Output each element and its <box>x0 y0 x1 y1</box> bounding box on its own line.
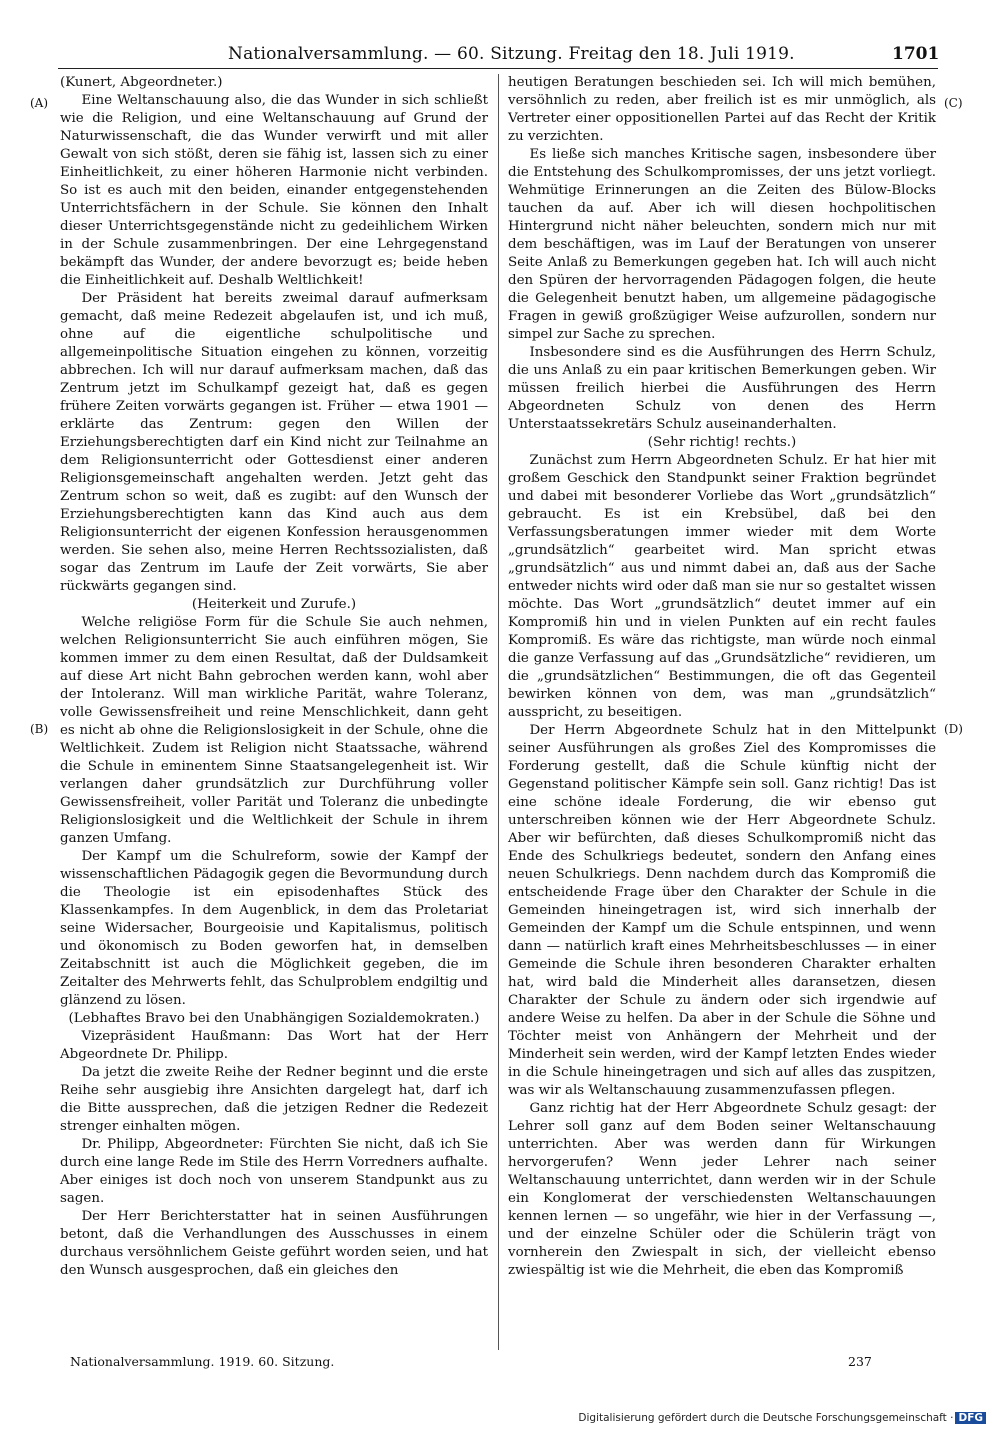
paragraph: Eine Weltanschauung also, die das Wunder in sich schließt wie die Religion, und eine Weltanschauung auf Grund der Naturwissenschaft, die das Wunder verwirft und mit aller Gewalt von sich stößt, deren sie fähig ist, lassen sich zu einer Einheitlichkeit, zu einer höheren Harmonie nicht verbinden. So ist es auch mit den beiden, einander entgegenstehenden Unterrichtsfächern in der Schule. Sie können den Inhalt dieser Unterrichtsgegenstände nicht zu gedeihlichem Wirken in der Schule zusammenbringen. Der eine Lehrgegenstand bekämpft das Wunder, der andere bevorzugt es; beide heben die Einheitlichkeit auf. Deshalb Weltlichkeit! <box>60 93 488 288</box>
paragraph: Der Herr Berichterstatter hat in seinen Ausführungen betont, daß die Verhandlungen des Ausschusses in einem durchaus versöhnlichem Geiste geführt worden seien, und hat den Wunsch ausgesprochen, daß ein gleiches den <box>60 1209 488 1278</box>
header-rule <box>58 68 938 69</box>
footer-signature: 237 <box>848 1354 872 1369</box>
column-divider <box>498 74 499 1350</box>
right-column <box>508 74 936 1280</box>
footer-left: Nationalversammlung. 1919. 60. Sitzung. <box>70 1354 335 1369</box>
dfg-credit-text: Digitalisierung gefördert durch die Deutsche Forschungsgemeinschaft · <box>578 1412 954 1424</box>
paragraph: heutigen Beratungen beschieden sei. Ich will mich bemühen, versöhnlich zu reden, aber freilich ist es mir unmöglich, als Vertreter einer oppositionellen Partei auf das Recht der Kritik zu verzichten. <box>508 75 936 144</box>
interjection: (Lebhaftes Bravo bei den Unabhängigen Sozialdemokraten.) <box>68 1011 480 1026</box>
dfg-credit <box>578 1412 986 1424</box>
page-number: 1701 <box>892 44 940 64</box>
paragraph: Dr. Philipp, Abgeordneter: Fürchten Sie nicht, daß ich Sie durch eine lange Rede im Stile des Herrn Vorredners aufhalte. Aber einiges ist doch noch von unserem Standpunkt aus zu sagen. <box>60 1137 488 1206</box>
paragraph: Zunächst zum Herrn Abgeordneten Schulz. Er hat hier mit großem Geschick den Standpunkt seiner Fraktion begründet und dabei mit besonderer Vorliebe das Wort „grundsätzlich“ gebraucht. Es ist ein Krebsübel, daß bei den Verfassungsberatungen immer wieder mit dem Worte „grundsätzlich“ gearbeitet wird. Man spricht etwas „grundsätzlich“ aus und nimmt dabei an, daß aus der Sache entweder nichts wird oder daß man sie nur so gestaltet wissen möchte. Das Wort „grundsätzlich“ deutet immer auf ein Kompromiß hin und in vielen Punkten auf ein recht faules Kompromiß. Es wäre das richtigste, man würde noch einmal die ganze Verfassung auf das „Grundsätzliche“ revidieren, um die „grundsätzlichen“ Bestimmungen, die oft das Gegenteil bewirken können von dem, was man „grundsätzlich“ ausspricht, zu beseitigen. <box>508 453 936 720</box>
paragraph: Der Präsident hat bereits zweimal darauf aufmerksam gemacht, daß meine Redezeit abgelaufen ist, und ich muß, ohne auf die eigentliche schulpolitische und allgemeinpolitische Situation eingehen zu können, vorzeitig abbrechen. Ich will nur darauf aufmerksam machen, daß das Zentrum jetzt im Schulkampf gezeigt hat, daß es gegen frühere Zeiten vorwärts gegangen ist. Früher — etwa 1901 — erklärte das Zentrum: gegen den Willen der Erziehungsberechtigten darf ein Kind nicht zur Teilnahme an dem Religionsunterricht oder Gottesdienst einer anderen Religionsgemeinschaft angehalten werden. Jetzt geht das Zentrum schon so weit, daß es zugibt: auf den Wunsch der Erziehungsberechtigten kann das Kind auch aus dem Religionsunterricht der eigenen Konfession herausgenommen werden. Sie sehen also, meine Herren Rechtssozialisten, daß sogar das Zentrum im Laufe der Zeit vorwärts, Sie aber rückwärts gegangen sind. <box>60 291 488 594</box>
paragraph: Ganz richtig hat der Herr Abgeordnete Schulz gesagt: der Lehrer soll ganz auf dem Boden seiner Weltanschauung unterrichten. Aber was werden dann für Wirkungen hervorgerufen? Wenn jeder Lehrer nach seiner Weltanschauung unterrichtet, dann werden wir in der Schule ein Konglomerat der verschiedensten Weltanschauungen kennen lernen — so ungefähr, wie hier in der Verfassung —, und der einzelne Schüler oder die Schülerin trägt von vornherein den Zwiespalt in sich, der vielleicht ebenso zwiespältig ist wie die Mehrheit, die eben das Kompromiß <box>508 1101 936 1278</box>
paragraph: Es ließe sich manches Kritische sagen, insbesondere über die Entstehung des Schulkompromisses, der uns jetzt vorliegt. Wehmütige Erinnerungen an die Zeiten des Bülow-Blocks tauchen da auf. Aber ich will diesen hochpolitischen Hintergrund nicht näher beleuchten, sondern mich nur mit dem beschäftigen, was im Lauf der Beratungen von unserer Seite Anlaß zu Bemerkungen gegeben hat. Ich will auch nicht den Spüren der hervorragenden Pädagogen folgen, die heute die Gelegenheit benutzt haben, um allgemeine pädagogische Fragen in gewiß großzügiger Weise aufzurollen, sondern nur simpel zur Sache zu sprechen. <box>508 147 936 342</box>
paragraph: Der Herrn Abgeordnete Schulz hat in den Mittelpunkt seiner Ausführungen als großes Ziel des Kompromisses die Forderung gestellt, daß die Schule künftig nicht der Gegenstand politischer Kämpfe sein soll. Ganz richtig! Das ist eine schöne ideale Forderung, die wir ebenso gut unterschreiben können wie der Herr Abgeordnete Schulz. Aber wir befürchten, daß dieses Schulkompromiß nicht das Ende des Schulkriegs bedeutet, sondern den Anfang eines neuen Schulkriegs. Denn nachdem durch das Kompromiß die entscheidende Frage über den Charakter der Schule in die Gemeinden hineingetragen ist, wird sich innerhalb der Gemeinden der Kampf um die Schule entspinnen, und wenn dann — natürlich kraft eines Mehrheitsbeschlusses — in einer Gemeinde die Schule ihren besonderen Charakter erhalten hat, wird bald die Minderheit alles daransetzen, diesen Charakter der Schule zu ändern oder sich irgendwie auf andere Weise zu helfen. Da aber in der Schule die Söhne und Töchter meist von Anhängern der Mehrheit und der Minderheit sein werden, wird der Kampf letzten Endes wieder in die Schule hineingetragen und sich auf alles das zuspitzen, was wir als Weltanschauung zusammenzufassen pflegen. <box>508 723 936 1098</box>
dfg-logo: DFG <box>955 1412 986 1424</box>
paragraph: Da jetzt die zweite Reihe der Redner beginnt und die erste Reihe sehr ausgiebig ihre Ansichten dargelegt hat, darf ich die Bitte aussprechen, daß die jetzigen Redner die Redezeit strenger einhalten mögen. <box>60 1065 488 1134</box>
paragraph: Welche religiöse Form für die Schule Sie auch nehmen, welchen Religionsunterricht Sie auch einführen mögen, Sie kommen immer zu dem einen Resultat, daß der Duldsamkeit auf diese Art nicht Bahn gebrochen werden kann, wohl aber der Intoleranz. Will man wirkliche Parität, wahre Toleranz, volle Gewissensfreiheit und reine Menschlichkeit, dann geht es nicht ab ohne die Religionslosigkeit in der Schule, ohne die Weltlichkeit. Zudem ist Religion nicht Staatssache, während die Schule in eminentem Sinne Staatsangelegenheit ist. Wir verlangen daher grundsätzlich zur Durchführung voller Gewissensfreiheit, voller Parität und Toleranz die unbedingte Religionslosigkeit und die Weltlichkeit der Schule in ihrem ganzen Umfang. <box>60 615 488 846</box>
margin-marker-d: (D) <box>944 722 963 736</box>
paragraph: Insbesondere sind es die Ausführungen des Herrn Schulz, die uns Anlaß zu ein paar kritischen Bemerkungen geben. Wir müssen freilich hierbei die Ausführungen des Herrn Abgeordneten Schulz von denen des Herrn Unterstaatssekretärs Schulz auseinanderhalten. <box>508 345 936 432</box>
header-title: Nationalversammlung. — 60. Sitzung. Freitag den 18. Juli 1919. <box>228 44 795 64</box>
left-column <box>60 74 488 1280</box>
paragraph: Der Kampf um die Schulreform, sowie der Kampf der wissenschaftlichen Pädagogik gegen die Bevormundung durch die Theologie ist ein episodenhaftes Stück des Klassenkampfes. In dem Augenblick, in dem das Proletariat seine Widersacher, Bourgeoisie und Kapitalismus, politisch und ökonomisch zu Boden geworfen hat, in demselben Zeitabschnitt ist auch die Möglichkeit gegeben, die im Zeitalter des Mehrwerts fehlt, das Schulproblem endgiltig und glänzend zu lösen. <box>60 849 488 1008</box>
margin-marker-a: (A) <box>30 96 49 110</box>
margin-marker-c: (C) <box>944 96 963 110</box>
margin-marker-b: (B) <box>30 722 49 736</box>
speaker-note: (Kunert, Abgeordneter.) <box>60 75 223 90</box>
interjection: (Sehr richtig! rechts.) <box>647 435 797 450</box>
page-header <box>0 0 1000 70</box>
interjection: (Heiterkeit und Zurufe.) <box>191 597 357 612</box>
paragraph: Vizepräsident Haußmann: Das Wort hat der Herr Abgeordnete Dr. Philipp. <box>60 1029 488 1062</box>
